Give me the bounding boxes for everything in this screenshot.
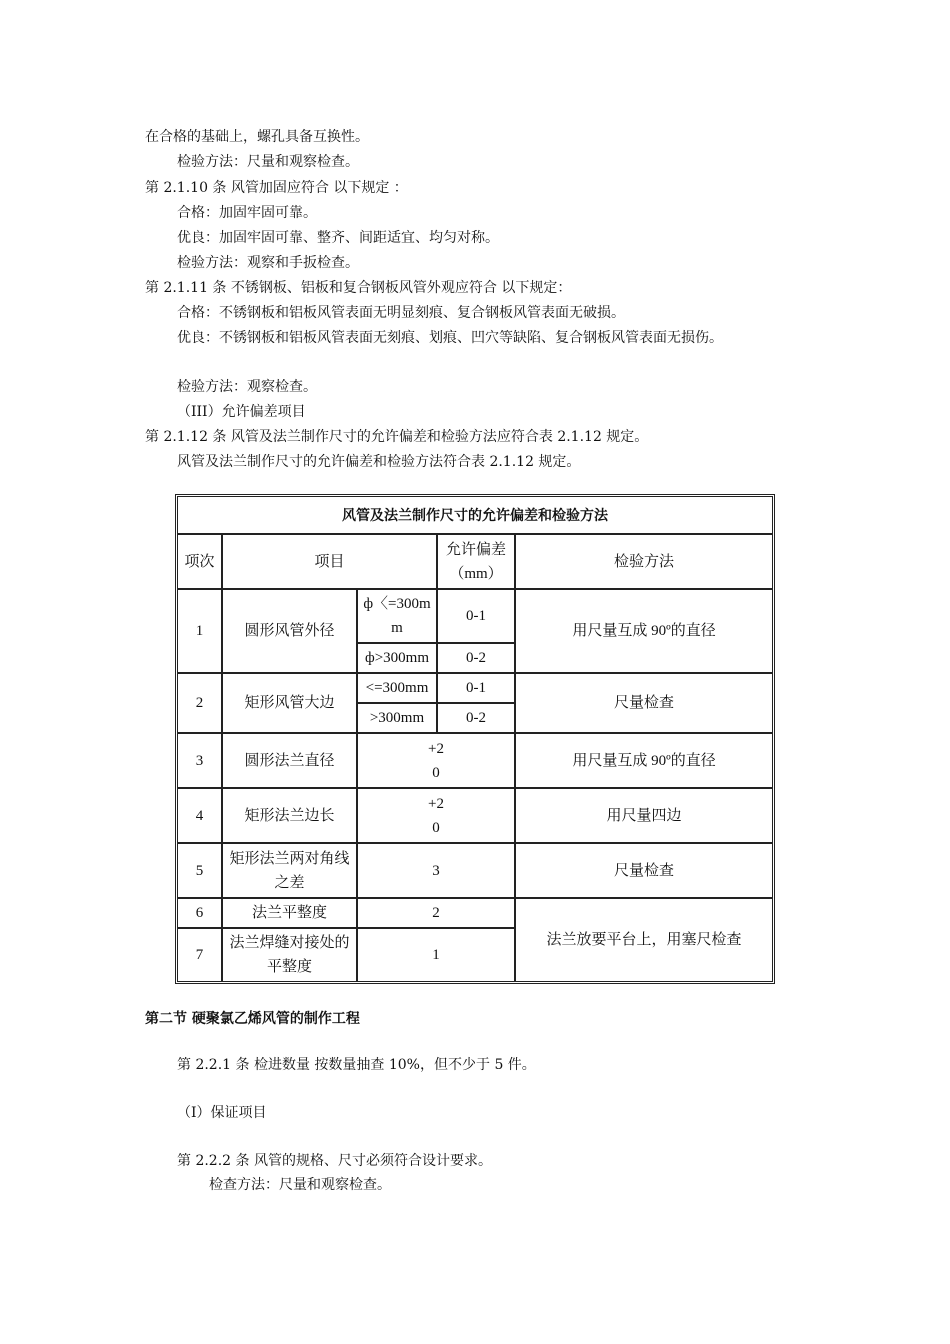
cell-tolerance [357, 733, 515, 788]
cell-item: 矩形法兰边长 [222, 788, 357, 843]
header-tolerance: 允许偏差（mm） [437, 534, 515, 589]
tolerance-table [177, 496, 773, 982]
cell-index: 7 [177, 928, 222, 982]
cell-index: 5 [177, 843, 222, 898]
cell-item: 法兰焊缝对接处的平整度 [222, 928, 357, 982]
text-line: 检验方法：尺量和观察检查。 [177, 154, 359, 170]
header-index: 项次 [177, 534, 222, 589]
tolerance-upper: +2 [428, 795, 444, 812]
clause-heading: 第 2.1.11 条 不锈钢板、铝板和复合钢板风管外观应符合 以下规定： [145, 280, 572, 296]
text-line: 检验方法：观察和手扳检查。 [177, 255, 359, 271]
header-method: 检验方法 [515, 534, 773, 589]
cell-tolerance: 2 [357, 898, 515, 928]
cell-item: 法兰平整度 [222, 898, 357, 928]
text-line: 在合格的基础上，螺孔具备互换性。 [145, 129, 369, 145]
cell-item: 矩形风管大边 [222, 673, 357, 733]
cell-sub-item: ф〈=300mm [357, 589, 437, 643]
cell-tolerance: 0-1 [437, 589, 515, 643]
text-line: 优良：不锈钢板和铝板风管表面无刻痕、划痕、凹穴等缺陷、复合钢板风管表面无损伤。 [177, 330, 723, 346]
section-heading: 第二节 硬聚氯乙烯风管的制作工程 [145, 1011, 360, 1027]
cell-sub-item: <=300mm [357, 673, 437, 703]
cell-method: 法兰放要平台上，用塞尺检查 [515, 898, 773, 982]
cell-index: 2 [177, 673, 222, 733]
cell-index: 4 [177, 788, 222, 843]
tolerance-upper: +2 [428, 740, 444, 757]
cell-tolerance: 0-1 [437, 673, 515, 703]
text-line: 合格：不锈钢板和铝板风管表面无明显刻痕、复合钢板风管表面无破损。 [177, 305, 625, 321]
text-line: 风管及法兰制作尺寸的允许偏差和检验方法符合表 2.1.12 规定。 [177, 454, 581, 470]
cell-method: 用尺量四边 [515, 788, 773, 843]
cell-index: 1 [177, 589, 222, 673]
header-item: 项目 [222, 534, 437, 589]
cell-item: 矩形法兰两对角线之差 [222, 843, 357, 898]
cell-sub-item: >300mm [357, 703, 437, 733]
cell-method: 用尺量互成 90º的直径 [515, 589, 773, 673]
tolerance-lower: 0 [432, 764, 440, 781]
cell-index: 6 [177, 898, 222, 928]
table-title: 风管及法兰制作尺寸的允许偏差和检验方法 [177, 496, 773, 534]
tolerance-lower: 0 [432, 819, 440, 836]
cell-item: 圆形风管外径 [222, 589, 357, 673]
cell-method: 尺量检查 [515, 673, 773, 733]
cell-tolerance [357, 788, 515, 843]
cell-tolerance: 3 [357, 843, 515, 898]
clause-heading: 第 2.2.2 条 风管的规格、尺寸必须符合设计要求。 [177, 1153, 492, 1169]
text-line: 合格：加固牢固可靠。 [177, 205, 317, 221]
cell-index: 3 [177, 733, 222, 788]
clause-heading: 第 2.1.12 条 风管及法兰制作尺寸的允许偏差和检验方法应符合表 2.1.12 规定。 [145, 429, 649, 445]
subsection-label: （III）允许偏差项目 [177, 404, 306, 420]
clause-heading: 第 2.1.10 条 风管加固应符合 以下规定 ： [145, 180, 408, 196]
clause-heading: 第 2.2.1 条 检进数量 按数量抽查 10%，但不少于 5 件。 [177, 1057, 536, 1073]
subsection-label: （I）保证项目 [177, 1105, 267, 1121]
text-line: 检查方法：尺量和观察检查。 [209, 1177, 391, 1193]
cell-tolerance: 0-2 [437, 703, 515, 733]
cell-tolerance: 0-2 [437, 643, 515, 673]
cell-method: 用尺量互成 90º的直径 [515, 733, 773, 788]
cell-method: 尺量检查 [515, 843, 773, 898]
text-line: 优良：加固牢固可靠、整齐、间距适宜、均匀对称。 [177, 230, 499, 246]
cell-item: 圆形法兰直径 [222, 733, 357, 788]
cell-sub-item: ф>300mm [357, 643, 437, 673]
cell-tolerance: 1 [357, 928, 515, 982]
text-line: 检验方法：观察检查。 [177, 379, 317, 395]
